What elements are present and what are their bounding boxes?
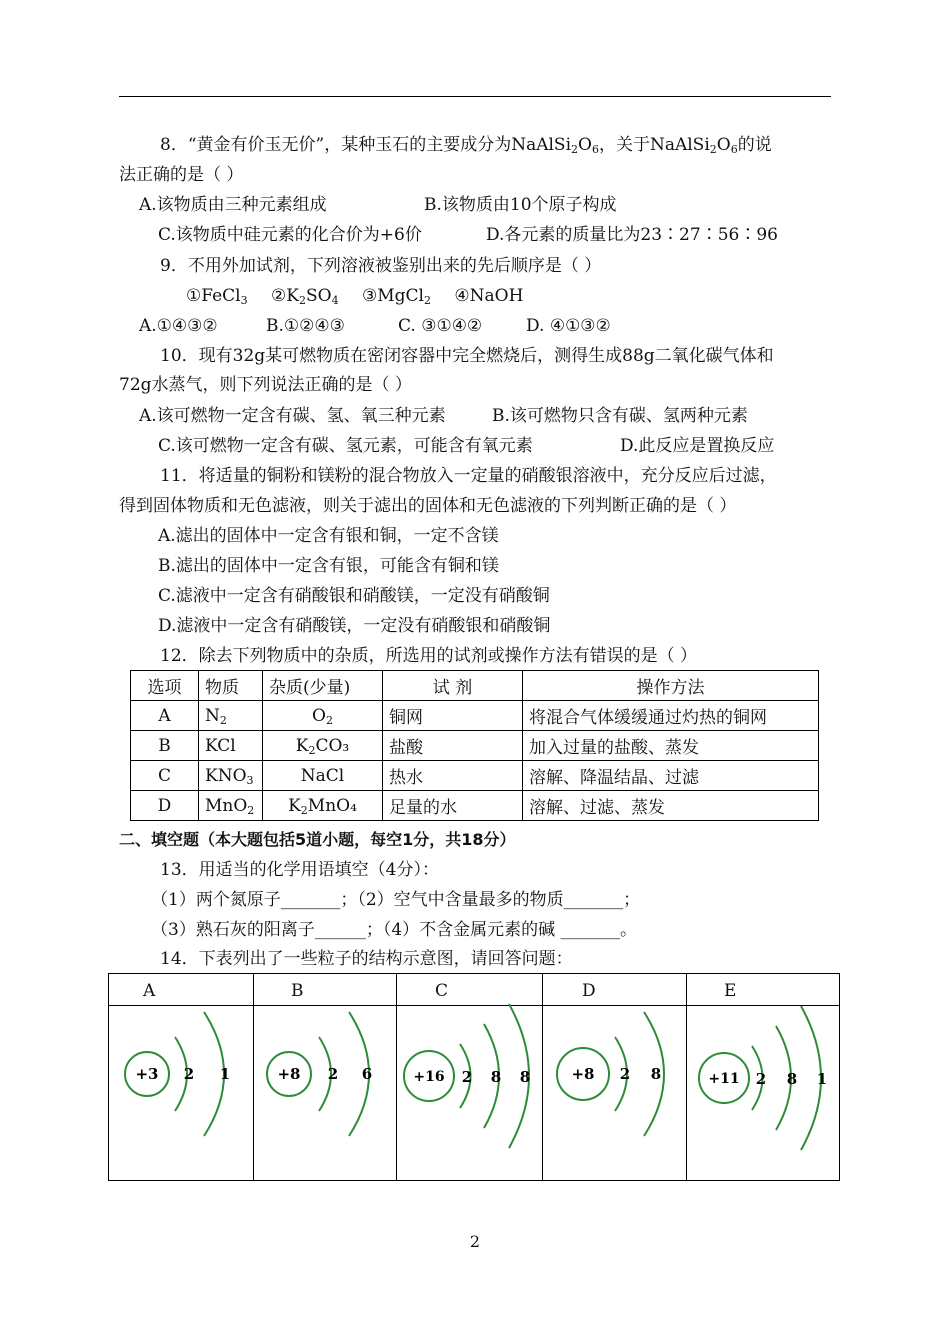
substance-cell: $KNO_3$ [199, 761, 263, 791]
shell-electron-count: 8 [786, 1070, 798, 1088]
shell-electron-count: 8 [519, 1068, 531, 1086]
shell-electron-count: 2 [183, 1065, 195, 1083]
shell-electron-count: 2 [619, 1065, 631, 1083]
substance-cell: MnO$_2$ [199, 791, 263, 821]
q10-option-d: D.此反应是置换反应 [620, 436, 775, 456]
nucleus-charge: +16 [413, 1069, 445, 1085]
q8-option-d: D.各元素的质量比为23∶27∶56∶96 [486, 225, 778, 245]
shell-electron-count: 1 [816, 1070, 828, 1088]
atom-diagram-e [699, 1006, 827, 1150]
q8-option-c: C.该物质中硅元素的化合价为+6价 [158, 225, 422, 245]
substance-cell: $N_2$ [199, 701, 263, 731]
q11-option-a: A.滤出的固体中一定含有银和铜，一定不含镁 [158, 526, 499, 546]
reagent-cell: 足量的水 [383, 791, 523, 821]
substance-cell: KCl [199, 731, 263, 761]
nucleus-charge: +8 [571, 1065, 595, 1083]
header-cell: 物质 [199, 671, 263, 701]
option-cell: A [131, 701, 199, 731]
page-number: 2 [469, 1232, 481, 1251]
reagent-cell: 盐酸 [383, 731, 523, 761]
q8-option-b: B.该物质由10个原子构成 [424, 195, 617, 215]
table-row [131, 791, 819, 821]
q8-line2: 法正确的是（ ） [119, 165, 244, 185]
q9-substances: ①FeCl$_3$ $②K_2SO_4$ ③MgCl$_2$ ④NaOH [186, 286, 524, 307]
particle-label-a: A [143, 981, 156, 1001]
shell-electron-count: 6 [361, 1065, 373, 1083]
atom-diagram-c [404, 1004, 530, 1148]
method-cell: 溶解、降温结晶、过滤 [523, 761, 819, 791]
header-cell: 试 剂 [383, 671, 523, 701]
q14-stem: 14．下表列出了一些粒子的结构示意图，请回答问题： [160, 949, 573, 969]
q11-line2: 得到固体物质和无色滤液，则关于滤出的固体和无色滤液的下列判断正确的是（ ） [119, 496, 737, 516]
nucleus-charge: +8 [277, 1065, 301, 1083]
particle-diagram-table [108, 973, 840, 1181]
q11-option-d: D.滤液中一定含有硝酸镁，一定没有硝酸银和硝酸铜 [158, 616, 551, 636]
section-title: 二、填空题（本大题包括5道小题，每空1分，共18分） [119, 830, 516, 849]
method-cell: 加入过量的盐酸、蒸发 [523, 731, 819, 761]
shell-electron-count: 2 [461, 1068, 473, 1086]
impurity-cell: $K_2CO_3$ [263, 731, 383, 761]
particle-structure-diagrams [109, 974, 839, 1180]
atom-diagram-d [557, 1012, 664, 1136]
reagent-cell: 铜网 [383, 701, 523, 731]
q13-line1: （1）两个氮原子_______；（2）空气中含量最多的物质_______； [151, 890, 641, 910]
shell-electron-count: 1 [219, 1065, 231, 1083]
q13-stem: 13．用适当的化学用语填空（4分）： [160, 860, 439, 880]
q10-option-a: A.该可燃物一定含有碳、氢、氧三种元素 [139, 406, 446, 426]
q9-stem: 9．不用外加试剂，下列溶液被鉴别出来的先后顺序是（ ） [160, 256, 602, 276]
header-cell: 杂质(少量) [263, 671, 383, 701]
impurity-cell: $O_2$ [263, 701, 383, 731]
atom-diagram-b [267, 1012, 372, 1136]
q10-line1: 10．现有32g某可燃物质在密闭容器中完全燃烧后，测得生成88g二氧化碳气体和 [160, 346, 774, 366]
option-cell: D [131, 791, 199, 821]
q11-option-c: C.滤液中一定含有硝酸银和硝酸镁，一定没有硝酸铜 [158, 586, 550, 606]
q13-line2: （3）熟石灰的阳离子______；（4）不含金属元素的碱 _______。 [151, 920, 638, 940]
shell-electron-count: 8 [490, 1068, 502, 1086]
q11-option-b: B.滤出的固体中一定含有银，可能含有铜和镁 [158, 556, 499, 576]
method-cell: 将混合气体缓缓通过灼热的铜网 [523, 701, 819, 731]
q10-option-b: B.该可燃物只含有碳、氢两种元素 [492, 406, 748, 426]
option-cell: B [131, 731, 199, 761]
shell-electron-count: 8 [650, 1065, 662, 1083]
particle-label-b: B [291, 981, 304, 1001]
table-row [131, 731, 819, 761]
q12-stem: 12．除去下列物质中的杂质，所选用的试剂或操作方法有错误的是（ ） [160, 646, 698, 666]
shell-electron-count: 2 [327, 1065, 339, 1083]
particle-label-e: E [724, 981, 737, 1001]
method-cell: 溶解、过滤、蒸发 [523, 791, 819, 821]
table-header-row [131, 671, 819, 701]
q11-line1: 11．将适量的铜粉和镁粉的混合物放入一定量的硝酸银溶液中，充分反应后过滤， [160, 466, 777, 486]
q10-option-c: C.该可燃物一定含有碳、氢元素，可能含有氧元素 [158, 436, 533, 456]
table-row [131, 761, 819, 791]
option-cell: C [131, 761, 199, 791]
header-cell: 选项 [131, 671, 199, 701]
particle-label-d: D [582, 981, 596, 1001]
table-row [131, 701, 819, 731]
q9-option-b: B.①②④③ [266, 316, 345, 336]
particle-label-c: C [435, 981, 449, 1001]
nucleus-charge: +11 [708, 1071, 740, 1087]
q8-line1: 8．“黄金有价玉无价”，某种玉石的主要成分为$NaAlSi_2O_6$，关于$NaAlSi_2O_6$的说 [160, 135, 772, 156]
atom-diagram-a [125, 1012, 230, 1136]
reagent-cell: 热水 [383, 761, 523, 791]
impurity-cell: $K_2MnO_4$ [263, 791, 383, 821]
nucleus-charge: +3 [135, 1065, 159, 1083]
q9-option-d: D. ④①③② [526, 316, 611, 336]
q8-option-a: A.该物质由三种元素组成 [139, 195, 327, 215]
q9-option-a: A.①④③② [139, 316, 218, 336]
q9-option-c: C. ③①④② [398, 316, 483, 336]
q12-table [130, 670, 819, 821]
impurity-cell: NaCl [263, 761, 383, 791]
header-rule [119, 96, 831, 97]
header-cell: 操作方法 [523, 671, 819, 701]
q10-line2: 72g水蒸气，则下列说法正确的是（ ） [119, 375, 412, 395]
shell-electron-count: 2 [755, 1070, 767, 1088]
